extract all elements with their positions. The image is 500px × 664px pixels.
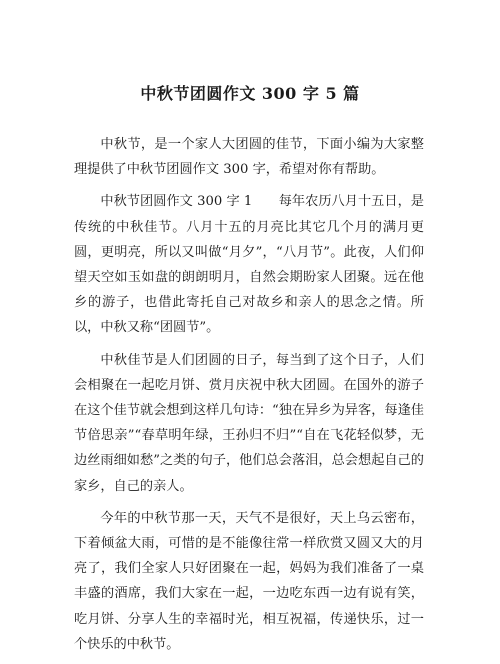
paragraph-intro: 中秋节，是一个家人大团圆的佳节，下面小编为大家整理提供了中秋节团圆作文 300 字，希望对你有帮助。 (74, 137, 424, 178)
paragraph-essay-1: 中秋节团圆作文 300 字 1 每年农历八月十五日，是传统的中秋佳节。八月十五的月亮比其它几个月的满月更圆，更明亮，所以又叫做“月夕”，“八月节”。此夜，人们仰望天空如玉如盘的朗朗明月，自然会期盼家人团聚。远在他乡的游子，也借此寄托自己对故乡和亲人的思念之情。所以，中秋又称“团圆节”。 (74, 194, 424, 336)
paragraph-this-year: 今年的中秋节那一天，天气不是很好，天上乌云密布，下着倾盆大雨，可惜的是不能像往常一样欣赏又圆又大的月亮了，我们全家人只好团聚在一起，妈妈为我们准备了一桌丰盛的酒席，我们大家在一起，一边吃东西一边有说有笑，吃月饼、分享人生的幸福时光，相互祝福，传递快乐，过一个快乐的中秋节。 (74, 510, 424, 652)
paragraph-reunion: 中秋佳节是人们团圆的日子，每当到了这个日子，人们会相聚在一起吃月饼、赏月庆祝中秋大团圆。在国外的游子在这个佳节就会想到这样几句诗：“独在异乡为异客，每逢佳节倍思亲”“春草明年绿，王孙归不归”“自在飞花轻似梦，无边丝雨细如愁”之类的句子，他们总会落泪，总会想起自己的家乡，自己的亲人。 (74, 352, 424, 494)
document-title: 中秋节团圆作文 300 字 5 篇 (140, 84, 360, 103)
document-body (74, 132, 424, 664)
